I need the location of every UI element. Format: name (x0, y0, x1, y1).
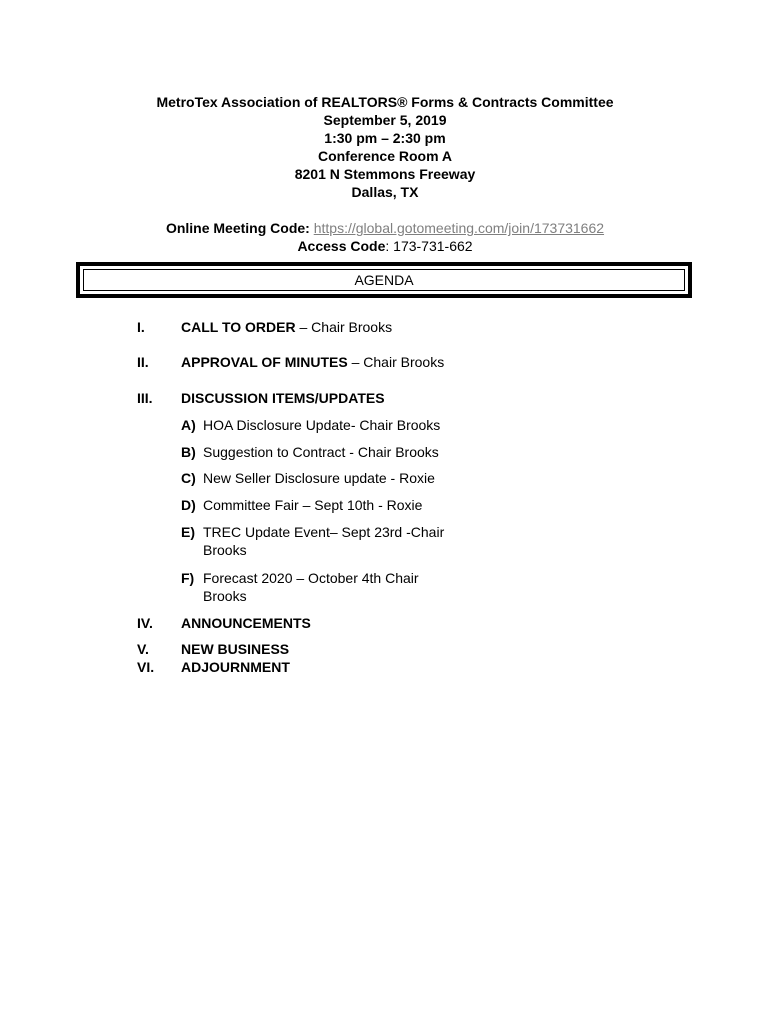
online-meeting-label: Online Meeting Code: (165, 220, 310, 236)
item-numeral: VI. (137, 659, 155, 675)
meeting-header (0, 93, 770, 201)
meeting-address: 8201 N Stemmons Freeway (294, 166, 476, 182)
subitem-letter: E) (181, 524, 195, 540)
meeting-date: September 5, 2019 (323, 112, 447, 128)
item-numeral: IV. (137, 615, 153, 631)
item-title: ADJOURNMENT (181, 659, 290, 675)
item-title: DISCUSSION ITEMS/UPDATES (181, 390, 385, 406)
item-numeral: I. (137, 319, 145, 335)
subitem-letter: F) (181, 570, 195, 586)
subitem-letter: A) (181, 417, 196, 433)
item-suffix: – Chair Brooks (295, 319, 393, 335)
item-title: NEW BUSINESS (181, 641, 290, 657)
online-meeting-info (0, 219, 770, 255)
agenda-subitem (181, 443, 511, 461)
item-numeral: II. (137, 354, 149, 370)
access-code-value: : 173-731-662 (385, 238, 473, 254)
item-numeral: V. (137, 641, 149, 657)
item-title: APPROVAL OF MINUTES (181, 354, 348, 370)
agenda-title: AGENDA (83, 269, 685, 291)
subitem-letter: C) (181, 470, 196, 486)
subitem-text: Committee Fair – Sept 10th - Roxie (203, 497, 423, 513)
agenda-subitem (181, 416, 511, 434)
subitem-text: TREC Update Event– Sept 23rd -Chair Brooks (203, 524, 445, 558)
subitem-text: Suggestion to Contract - Chair Brooks (203, 444, 439, 460)
agenda-banner (76, 262, 692, 298)
committee-title: MetroTex Association of REALTORS® Forms & Contracts Committee (156, 94, 614, 110)
meeting-time: 1:30 pm – 2:30 pm (324, 130, 446, 146)
item-suffix: – Chair Brooks (347, 354, 445, 370)
access-code-label: Access Code (297, 238, 386, 254)
subitem-letter: B) (181, 444, 196, 460)
agenda-subitem (181, 469, 511, 487)
subitem-text: HOA Disclosure Update- Chair Brooks (203, 417, 441, 433)
subitem-text: Forecast 2020 – October 4th Chair Brooks (203, 570, 419, 604)
meeting-city: Dallas, TX (351, 184, 419, 200)
item-title: CALL TO ORDER (181, 319, 296, 335)
item-numeral: III. (137, 390, 153, 406)
meeting-room: Conference Room A (317, 148, 453, 164)
agenda-subitem (181, 496, 511, 514)
subitem-letter: D) (181, 497, 196, 513)
item-title: ANNOUNCEMENTS (181, 615, 311, 631)
agenda-subitem (181, 569, 511, 604)
subitem-text: New Seller Disclosure update - Roxie (203, 470, 435, 486)
agenda-subitem (181, 523, 511, 558)
online-meeting-link[interactable]: https://global.gotomeeting.com/join/173731662 (313, 220, 605, 236)
